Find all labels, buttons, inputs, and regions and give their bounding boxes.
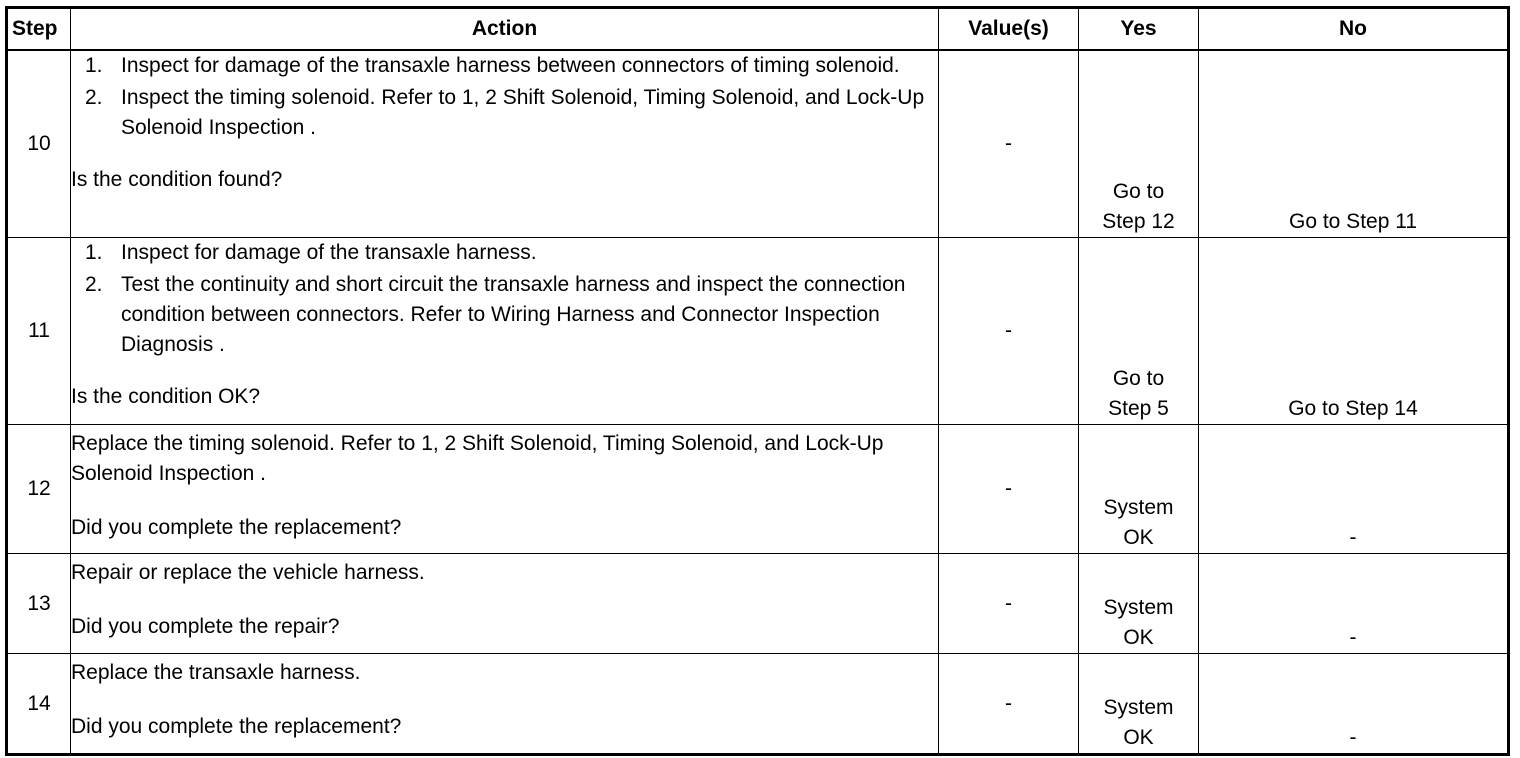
yes-cell — [1079, 425, 1199, 554]
yes-cell — [1079, 554, 1199, 654]
yes-line-1: System — [1103, 596, 1174, 619]
header-values: Value(s) — [939, 8, 1079, 51]
substep-number: 1. — [85, 54, 103, 77]
yes-line-2: OK — [1123, 626, 1154, 649]
step-question: Is the condition OK? — [71, 385, 261, 408]
substep — [71, 83, 938, 143]
step-question: Did you complete the replacement? — [71, 516, 402, 539]
table-row-step-13 — [7, 554, 1509, 654]
substep-text: Inspect for damage of the transaxle harness between connectors of timing solenoid. — [121, 54, 900, 77]
substep — [71, 270, 938, 360]
substep-text: Inspect the timing solenoid. Refer to 1, 2 Shift Solenoid, Timing Solenoid, and Lock-Up Solenoid Inspection . — [121, 86, 925, 139]
action-cell — [71, 238, 939, 425]
header-no: No — [1199, 8, 1509, 51]
substep — [71, 238, 938, 268]
action-cell — [71, 50, 939, 238]
header-action: Action — [71, 8, 939, 51]
substep-text: Test the continuity and short circuit the transaxle harness and inspect the connection condition between connectors. Refer to Wiring Harness and Connector Inspection Diagnosis . — [121, 273, 906, 356]
no-cell: - — [1199, 654, 1509, 755]
yes-line-1: System — [1103, 496, 1174, 519]
yes-line-2: Step 5 — [1108, 397, 1169, 420]
table-row-step-11 — [7, 238, 1509, 425]
step-number: 14 — [7, 654, 71, 755]
yes-cell — [1079, 50, 1199, 238]
step-number: 11 — [7, 238, 71, 425]
no-cell: - — [1199, 425, 1509, 554]
table-row-step-10 — [7, 50, 1509, 238]
yes-cell — [1079, 238, 1199, 425]
no-cell: Go to Step 14 — [1199, 238, 1509, 425]
action-cell — [71, 654, 939, 755]
yes-line-2: Step 12 — [1102, 210, 1175, 233]
yes-line-2: OK — [1123, 526, 1154, 549]
yes-line-2: OK — [1123, 726, 1154, 749]
step-number: 13 — [7, 554, 71, 654]
substep-number: 2. — [85, 86, 103, 109]
substep — [71, 51, 938, 81]
step-question: Did you complete the repair? — [71, 615, 340, 638]
value-cell: - — [939, 554, 1079, 654]
header-row — [7, 8, 1509, 51]
header-step: Step — [7, 8, 71, 51]
substep-number: 2. — [85, 273, 103, 296]
substep-number: 1. — [85, 241, 103, 264]
table-row-step-12 — [7, 425, 1509, 554]
substep-text: Inspect for damage of the transaxle harness. — [121, 241, 537, 264]
step-question: Did you complete the replacement? — [71, 715, 402, 738]
yes-cell — [1079, 654, 1199, 755]
action-cell — [71, 425, 939, 554]
yes-line-1: System — [1103, 696, 1174, 719]
value-cell: - — [939, 50, 1079, 238]
value-cell: - — [939, 238, 1079, 425]
step-instruction: Replace the timing solenoid. Refer to 1, 2 Shift Solenoid, Timing Solenoid, and Lock-Up Solenoid Inspection . — [71, 432, 884, 485]
diagnostic-table — [5, 6, 1510, 756]
step-question: Is the condition found? — [71, 168, 283, 191]
value-cell: - — [939, 425, 1079, 554]
step-number: 10 — [7, 50, 71, 238]
yes-line-1: Go to — [1112, 367, 1165, 390]
no-cell: - — [1199, 554, 1509, 654]
step-instruction: Replace the transaxle harness. — [71, 661, 361, 684]
yes-line-1: Go to — [1112, 180, 1165, 203]
step-instruction: Repair or replace the vehicle harness. — [71, 561, 425, 584]
header-yes: Yes — [1079, 8, 1199, 51]
substep-list — [71, 238, 938, 360]
step-number: 12 — [7, 425, 71, 554]
table-row-step-14 — [7, 654, 1509, 755]
no-cell: Go to Step 11 — [1199, 50, 1509, 238]
value-cell: - — [939, 654, 1079, 755]
action-cell — [71, 554, 939, 654]
substep-list — [71, 51, 938, 143]
